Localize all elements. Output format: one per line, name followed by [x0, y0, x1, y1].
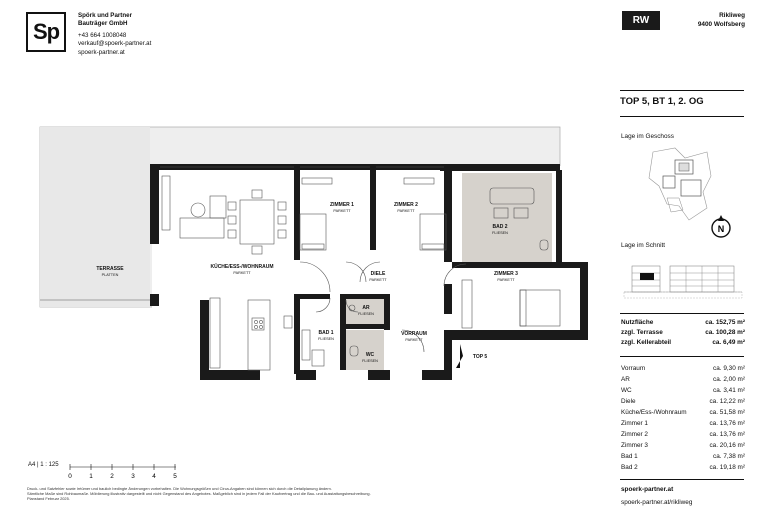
unit-title: TOP 5, BT 1, 2. OG: [620, 96, 704, 107]
project-badge: RW: [622, 11, 660, 30]
label-z2: ZIMMER 2: [394, 202, 418, 208]
lage-schnitt-label: Lage im Schnitt: [621, 242, 666, 249]
divider: [620, 116, 744, 117]
divider: [620, 479, 744, 480]
scale-bar: [66, 461, 186, 481]
label-bad1-sub: FLIESEN: [318, 337, 334, 341]
scale-label: A4 | 1 : 125: [28, 462, 59, 468]
scale-tick: 3: [131, 473, 135, 480]
label-ar: AR: [362, 305, 370, 311]
label-terrasse-sub: PLATTEN: [101, 273, 119, 277]
scale-tick: 1: [89, 473, 93, 480]
label-z3: ZIMMER 3: [494, 271, 518, 277]
label-terrasse: TERRASSE: [96, 266, 124, 272]
project-address: [698, 12, 745, 29]
divider: [620, 356, 744, 357]
label-top5: TOP 5: [472, 354, 488, 360]
summary-row: zzgl. Kellerabteil ca. 6,49 m²: [621, 339, 745, 346]
label-diele: DIELE: [370, 271, 386, 277]
label-bad1: BAD 1: [318, 330, 334, 336]
scale-tick: 4: [152, 473, 156, 480]
room-row: Bad 1 ca. 7,38 m²: [621, 453, 745, 460]
company-name-2: Bauträger GmbH: [78, 20, 128, 28]
label-bad2: BAD 2: [492, 224, 508, 230]
company-web[interactable]: spoerk-partner.at: [78, 48, 125, 56]
divider: [620, 90, 744, 91]
room-row: Küche/Ess-/Wohnraum ca. 51,58 m²: [621, 409, 745, 416]
label-bad2-sub: FLIESEN: [492, 231, 508, 235]
address-city: 9400 Wolfsberg: [697, 20, 745, 28]
company-logo: Sp: [26, 12, 66, 52]
label-wohn-sub: PARKETT: [233, 271, 251, 275]
ar-fill: [344, 298, 384, 324]
label-z1-sub: PARKETT: [333, 209, 351, 213]
footnote-line: Sämtliche Maße sind Rohbaumaße. Möblierung illustrativ dargestellt und nicht Gegenstand des Angebotes. Maßgeblich sind in jedem Fall der Kaufvertrag und die Bau- und Ausstattungsbeschreibung.: [27, 491, 371, 497]
scale-tick: 5: [173, 473, 177, 480]
label-ar-sub: FLIESEN: [358, 312, 374, 316]
room-row: Diele ca. 12,22 m²: [621, 398, 745, 405]
address-street: Rikliweg: [719, 12, 745, 19]
room-row: Zimmer 1 ca. 13,76 m²: [621, 420, 745, 427]
north-arrow-icon: [710, 214, 732, 240]
north-label: N: [717, 224, 725, 234]
room-row: Vorraum ca. 9,30 m²: [621, 365, 745, 372]
lage-geschoss-label: Lage im Geschoss: [621, 133, 674, 140]
website-link[interactable]: spoerk-partner.at: [621, 486, 674, 493]
project-link[interactable]: spoerk-partner.at/rikliweg: [621, 499, 693, 506]
label-diele-sub: PARKETT: [369, 278, 387, 282]
summary-row: Nutzfläche ca. 152,75 m²: [621, 319, 745, 326]
room-row: AR ca. 2,00 m²: [621, 376, 745, 383]
divider: [620, 313, 744, 314]
scale-tick: 0: [68, 473, 72, 480]
footnote-line: Planstand Februar 2025.: [27, 496, 70, 502]
scale-tick: 2: [110, 473, 114, 480]
footnote: [27, 486, 467, 502]
company-phone: +43 664 1008048: [78, 31, 127, 39]
label-wohn: KÜCHE/ESS-/WOHNRAUM: [210, 264, 274, 270]
room-row: Zimmer 2 ca. 13,76 m²: [621, 431, 745, 438]
room-row: WC ca. 3,41 m²: [621, 387, 745, 394]
label-z1: ZIMMER 1: [330, 202, 354, 208]
room-row: Zimmer 3 ca. 20,16 m²: [621, 442, 745, 449]
section-thumbnail: [622, 258, 744, 300]
company-email[interactable]: verkauf@spoerk-partner.at: [78, 40, 152, 48]
site-plan-thumbnail: [645, 146, 715, 226]
label-vorraum-sub: PARKETT: [405, 338, 423, 342]
label-z3-sub: PARKETT: [497, 278, 515, 282]
summary-row: zzgl. Terrasse ca. 100,28 m²: [621, 329, 745, 336]
company-name-1: Spörk und Partner: [78, 12, 132, 19]
footnote-line: Druck- und Satzfehler sowie Irrtümer und baulich bedingte Änderungen vorbehalten. Die Wohnungsgrößen und Circa-Angaben sind können sich durch die Detailplanung ändern.: [27, 486, 332, 491]
label-wc: WC: [365, 352, 375, 358]
label-z2-sub: PARKETT: [397, 209, 415, 213]
label-wc-sub: FLIESEN: [362, 359, 378, 363]
room-row: Bad 2 ca. 19,18 m²: [621, 464, 745, 471]
entry-arrow-icon: [456, 344, 463, 368]
label-vorraum: VORRAUM: [401, 331, 427, 337]
